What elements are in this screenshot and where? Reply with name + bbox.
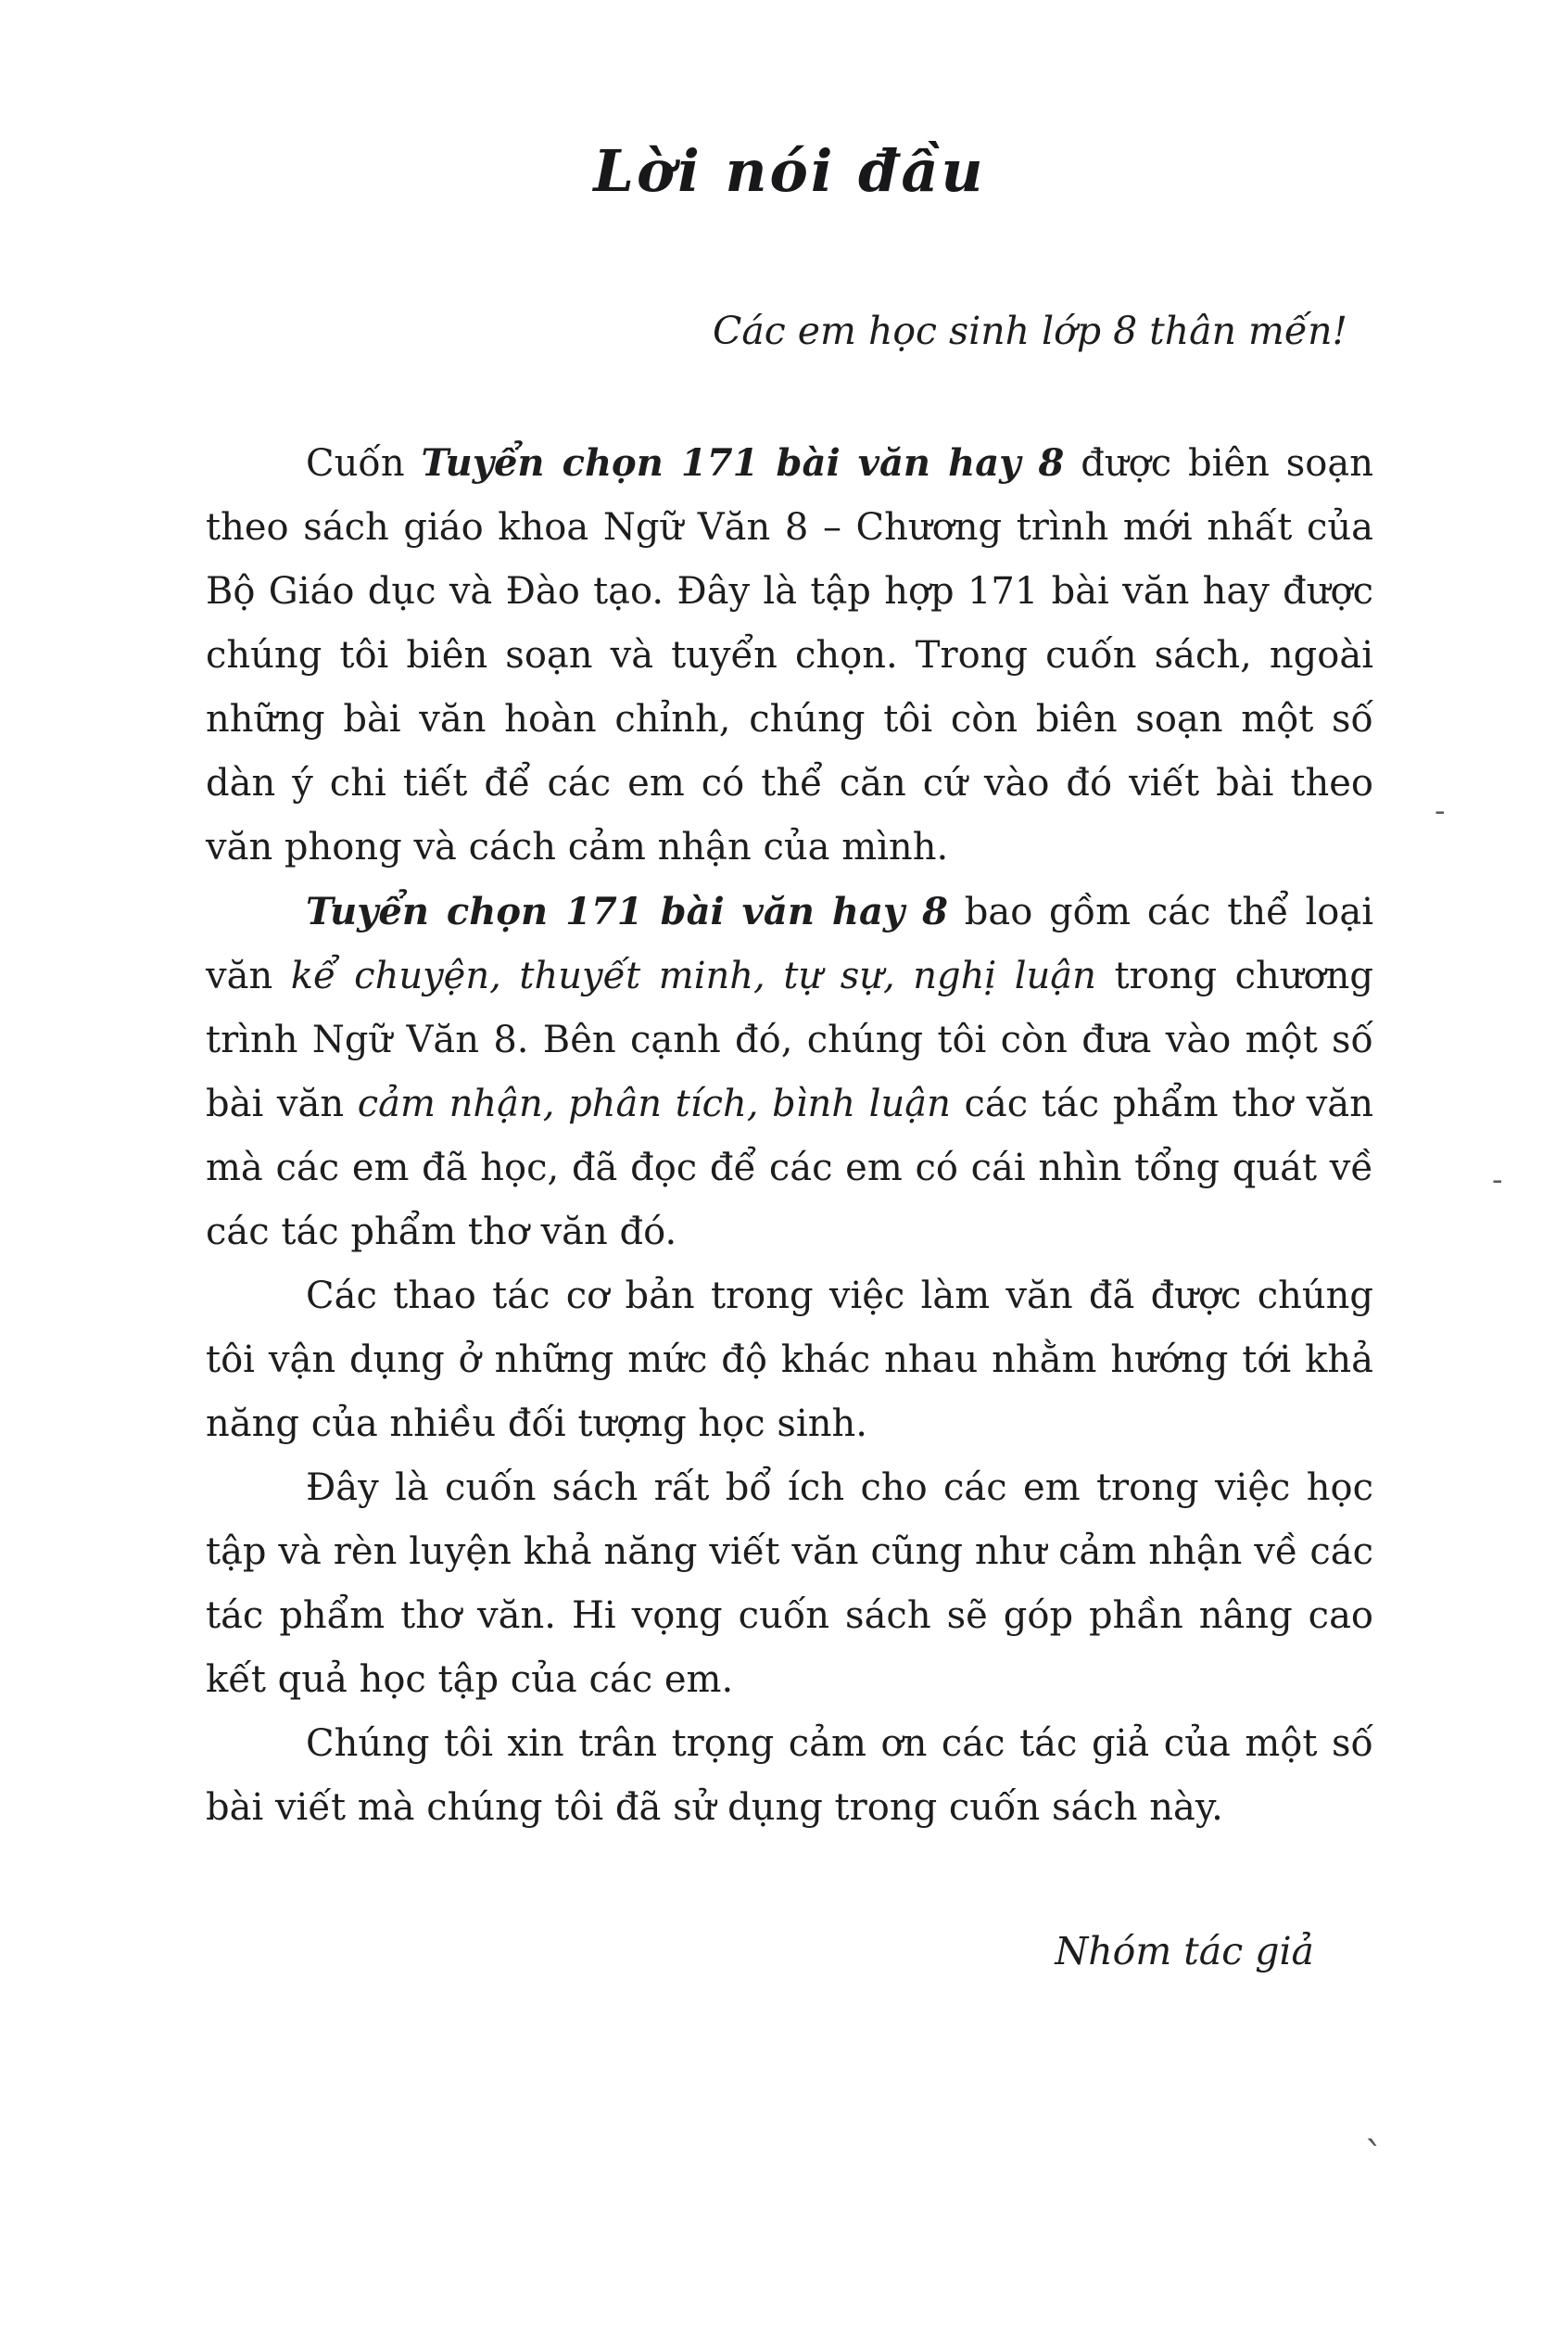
text-segment: các tác phẩm thơ văn mà các em đã học, đã đọc để các em có cái nhìn tổng quát về các tác phẩm thơ văn đó. (206, 1083, 1373, 1253)
paragraph-2 (206, 880, 1373, 1264)
text-segment: bao gồm các thể loại văn (206, 891, 1373, 997)
page-title: Lời nói đầu (593, 137, 986, 205)
paragraph-4 (206, 1456, 1373, 1712)
page-content (206, 137, 1373, 1973)
salutation: Các em học sinh lớp 8 thân mến! (712, 309, 1347, 353)
text-segment: được biên soạn theo sách giáo khoa Ngữ Văn 8 – Chương trình mới nhất của Bộ Giáo dục và Đào tạo. Đây là tập hợp 171 bài văn hay được chúng tôi biên soạn và tuyển chọn. Trong cuốn sách, ngoài những bài văn hoàn chỉnh, chúng tôi còn biên soạn một số dàn ý chi tiết để các em có thể căn cứ vào đó viết bài theo văn phong và cách cảm nhận của mình. (206, 442, 1373, 869)
scan-artifact: ` (1364, 2134, 1385, 2181)
text-segment: trong chương trình Ngữ Văn 8. Bên cạnh đó, chúng tôi còn đưa vào một số bài văn (206, 955, 1374, 1125)
book-title-text: Tuyển chọn 171 bài văn hay 8 (306, 890, 948, 933)
text-segment: Các thao tác cơ bản trong việc làm văn đã được chúng tôi vận dụng ở những mức độ khác nhau nhằm hướng tới khả năng của nhiều đối tượng học sinh. (206, 1275, 1373, 1445)
scan-artifact: - (1435, 793, 1446, 830)
paragraph-5 (206, 1712, 1373, 1840)
scan-artifact: - (1492, 1161, 1503, 1199)
text-segment: Chúng tôi xin trân trọng cảm ơn các tác giả của một số bài viết mà chúng tôi đã sử dụng trong cuốn sách này. (206, 1722, 1373, 1829)
paragraph-1 (206, 431, 1373, 880)
text-segment: Đây là cuốn sách rất bổ ích cho các em trong việc học tập và rèn luyện khả năng viết văn cũng như cảm nhận về các tác phẩm thơ văn. Hi vọng cuốn sách sẽ góp phần nâng cao kết quả học tập của các em. (206, 1466, 1373, 1701)
text-segment: Cuốn (306, 442, 422, 485)
preface-body (206, 431, 1373, 1840)
text-segment-italic: cảm nhận, phân tích, bình luận (357, 1083, 951, 1125)
paragraph-3 (206, 1264, 1373, 1456)
text-segment-italic: kể chuyện, thuyết minh, tự sự, nghị luận (290, 955, 1096, 997)
book-title-text: Tuyển chọn 171 bài văn hay 8 (421, 441, 1065, 485)
signature: Nhóm tác giả (1055, 1929, 1314, 1973)
